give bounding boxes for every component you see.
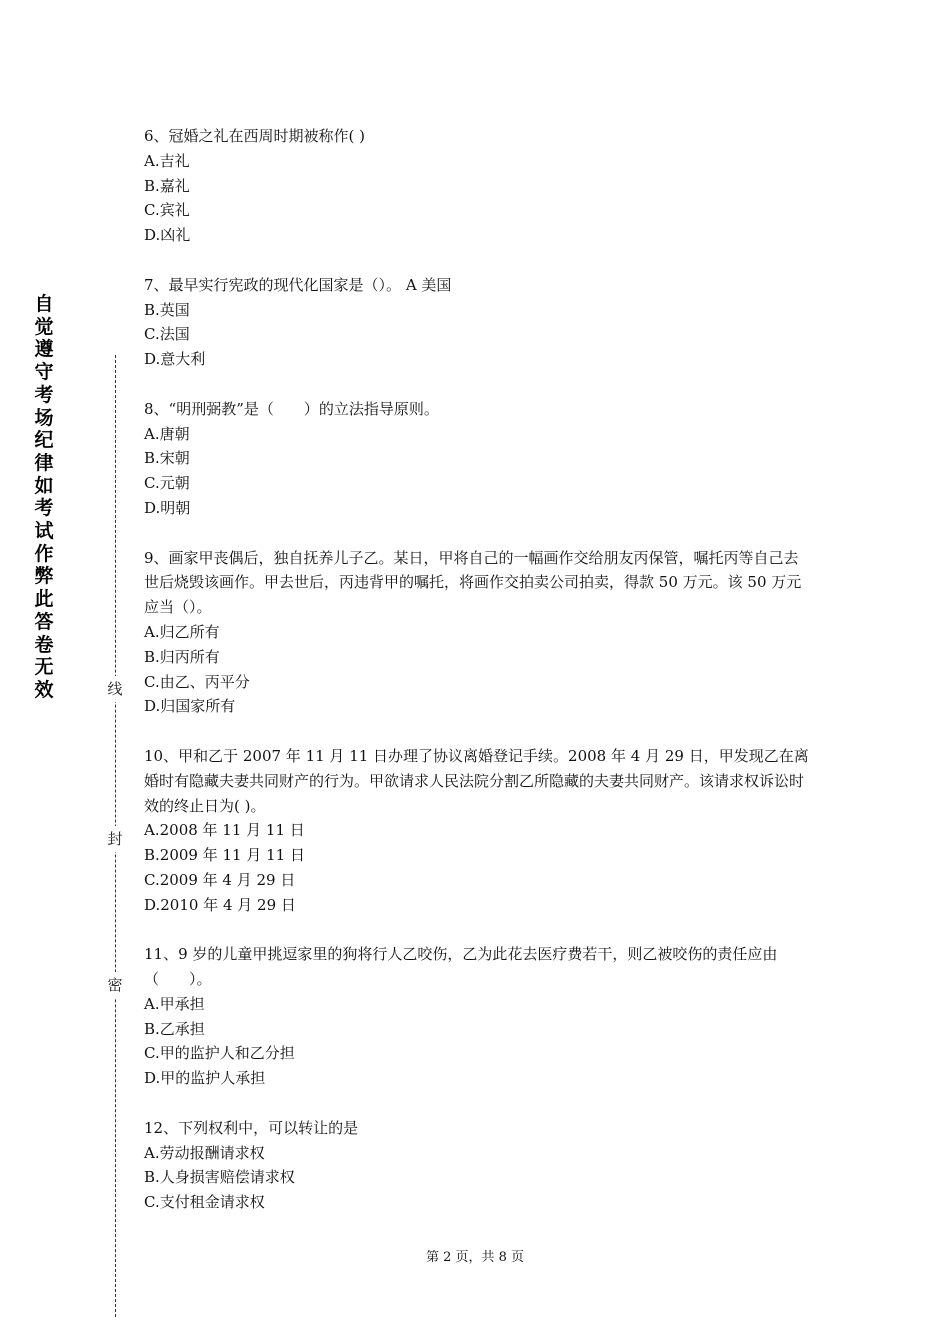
question-option: D.2010 年 4 月 29 日: [144, 895, 296, 914]
question-option: C.2009 年 4 月 29 日: [144, 870, 296, 889]
question-option: D.归国家所有: [144, 697, 236, 716]
question-stem: 8、“明刑弼教”是（ ）的立法指导原则。: [144, 399, 439, 418]
question-block: [144, 273, 809, 372]
cut-label-feng: 封: [105, 826, 125, 852]
question-option: A.劳动报酬请求权: [144, 1143, 265, 1162]
question-stem: 10、甲和乙于 2007 年 11 月 11 日办理了协议离婚登记手续。2008 年 4 月 29 日，甲发现乙在离婚时有隐藏夫妻共同财产的行为。甲欲请求人民法院分割乙所隐藏的夫妻共同财产。该请求权诉讼时效的终止日为( )。: [144, 746, 809, 815]
question-option: A.甲承担: [144, 994, 205, 1013]
cut-label-mi: 密: [105, 972, 125, 998]
question-option: B.乙承担: [144, 1019, 205, 1038]
question-stem: 6、冠婚之礼在西周时期被称作( ): [144, 127, 366, 145]
cut-label-xian: 线: [105, 676, 125, 702]
question-option: D.意大利: [144, 350, 206, 369]
question-block: [144, 942, 809, 1091]
question-block: [144, 124, 809, 248]
question-option: C.由乙、丙平分: [144, 672, 250, 691]
question-stem: 11、9 岁的儿童甲挑逗家里的狗将行人乙咬伤，乙为此花去医疗费若干，则乙被咬伤的责任应由（ ）。: [144, 945, 778, 989]
question-option: C.甲的监护人和乙分担: [144, 1044, 295, 1063]
question-list: [144, 124, 809, 1240]
question-option: B.嘉礼: [144, 176, 190, 195]
question-option: B.人身损害赔偿请求权: [144, 1168, 295, 1187]
question-block: [144, 1116, 809, 1215]
question-option: C.元朝: [144, 474, 190, 493]
question-stem: 7、最早实行宪政的现代化国家是（）。 A 美国: [144, 275, 452, 294]
question-option: B.英国: [144, 300, 190, 319]
question-option: A.吉礼: [144, 151, 190, 170]
question-block: [144, 546, 809, 720]
question-option: A.归乙所有: [144, 622, 220, 641]
question-block: [144, 744, 809, 918]
page-footer: 第 2 页，共 8 页: [425, 1250, 525, 1265]
question-block: [144, 397, 809, 521]
question-stem: 9、画家甲丧偶后，独自抚养儿子乙。某日，甲将自己的一幅画作交给朋友丙保管，嘱托丙等自己去世后烧毁该画作。甲去世后，丙违背甲的嘱托，将画作交拍卖公司拍卖，得款 50 万元。该 50 万元应当（）。: [144, 548, 802, 617]
question-option: C.支付租金请求权: [144, 1193, 265, 1212]
question-option: B.归丙所有: [144, 647, 220, 666]
exam-discipline-notice: 自 觉 遵 守 考 场 纪 律 如 考 试 作 弊 此 答 卷 无 效: [34, 293, 54, 701]
question-option: A.2008 年 11 月 11 日: [144, 821, 305, 840]
question-stem: 12、下列权利中，可以转让的是: [144, 1118, 359, 1137]
question-option: C.法国: [144, 325, 190, 344]
question-option: A.唐朝: [144, 424, 190, 443]
question-option: D.甲的监护人承担: [144, 1069, 266, 1088]
question-option: D.明朝: [144, 498, 191, 517]
question-option: D.凶礼: [144, 226, 191, 245]
question-option: B.2009 年 11 月 11 日: [144, 846, 305, 865]
question-option: B.宋朝: [144, 449, 190, 468]
question-option: C.宾礼: [144, 201, 190, 220]
